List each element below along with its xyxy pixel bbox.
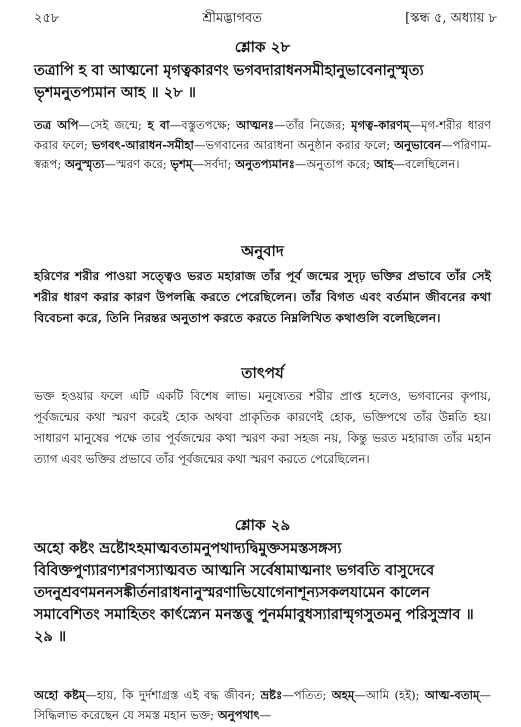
verse-29-synonyms [34,686,491,725]
synonym-meaning: —হায়, কি দুর্দশাগ্রস্ত এই বদ্ধ জীবন; [85,688,261,702]
synonym-word: আত্মনঃ [236,118,275,132]
synonym-word: আহ [373,157,394,171]
synonym-word: অনুতপ্যমানঃ [235,157,295,171]
synonym-meaning: —পরিণাম-স্বরূপ; [34,137,491,171]
synonym-meaning: —আমি (হই); [354,688,425,702]
synonym-word: তত্র অপি [34,118,79,132]
synonym-meaning: —পতিত; [282,688,332,702]
verse-28-heading: শ্লোক ২৮ [234,38,291,56]
synonym-meaning: —অনুতাপ করে; [294,157,374,171]
verse-28-sanskrit: তত্রাপি হ বা আত্মনো মৃগত্বকারণং ভগবদারাধনসমীহানুভাবেনানুস্মৃত্য ভৃশমনুতপ্যমান আহ ॥ ২৮ ॥ [34,62,424,101]
synonym-meaning: —বস্তুতপক্ষে; [169,118,237,132]
synonym-word: ভ্রষ্টঃ [260,688,283,702]
synonym-meaning: —ভগবানের আরাধনা অনুষ্ঠান করার ফলে; [193,137,395,152]
synonym-word: ভগবৎ-আরাধন-সমীহা [91,137,194,152]
synonym-word: মৃগত্ব-কারণম্ [351,118,410,132]
translation-heading: অনুবাদ [241,242,284,260]
synonym-meaning: — [259,707,272,722]
verse-29-sanskrit: অহো কষ্টং ভ্রষ্টোঽহমাত্মবতামনুপথাদ্যদ্বিমুক্তসমস্তসঙ্গস্য বিবিক্তপুণ্যারণ্যশরণস্যাত্মবত আত্মনি সর্বেষামাত্মনাং ভগবতি বাসুদেবে তদনুশ্রবণমননসঙ্কীর্তনারাধনানুস্মরণাভিযোগেনাশূন্যসকলযামেন কালেন সমাবেশিতং সমাহিতং কার্ৎস্ন্যেন মনস্তত্তু পুনর্মমাবুধস্যারান্মৃগসুতমনু পরিসুস্রাব ॥ ২৯ ॥ [34,540,474,645]
synonym-meaning: —মৃগ-শরীর ধারণ করার ফলে; [34,118,491,152]
verse-29-heading: শ্লোক ২৯ [234,516,291,534]
synonym-meaning: —সিদ্ধিলাভ করেছেন যে সমস্ত মহান ভক্ত; [34,688,491,722]
synonym-meaning: —সর্বদা; [192,157,236,171]
page-number: ২৫৮ [34,10,60,26]
synonym-word: অনুপথাৎ [217,707,260,722]
synonym-word: অহম্ [331,688,355,702]
synonym-word: হ বা [147,118,170,132]
synonym-meaning: —স্মরণ করে; [104,157,171,171]
translation-text: হরিণের শরীর পাওয়া সত্ত্বেও ভরত মহারাজ তাঁর পূর্ব জন্মের সুদৃঢ় ভক্তির প্রভাবে তাঁর সেই শরীর ধারণ করার কারণ উপলব্ধি করতে পেরেছিলেন। তাঁর বিগত এবং বর্তমান জীবনের কথা বিবেচনা করে, তিনি নিরন্তর অনুতাপ করতে করতে নিম্নলিখিত কথাগুলি বলেছিলেন। [34,269,491,325]
page-header [34,8,497,30]
synonym-word: আত্ম-বতাম্ [424,688,480,702]
synonym-word: ভৃশম্ [170,157,193,171]
synonym-meaning: —সেই জন্মে; [78,118,148,132]
purport-text: ভক্ত হওয়ার ফলে এটি একটি বিশেষ লাভ। মনুষ্যেতর শরীর প্রাপ্ত হলেও, ভগবানের কৃপায়, পূর্বজন্মের কথা স্মরণ করেই হোক অথবা প্রাকৃতিক কারণেই হোক, ভক্তিপথে তাঁর উন্নতি হয়। সাধারণ মানুষের পক্ষে তার পূর্বজন্মের কথা স্মরণ করা সহজ নয়, কিন্তু ভরত মহারাজ তাঁর মহান ত্যাগ এবং ভক্তির প্রভাবে তাঁর পূর্বজন্মের কথা স্মরণ করতে পেরেছিলেন। [34,389,491,466]
chapter-reference: [স্কন্ধ ৫, অধ্যায় ৮ [405,10,497,26]
synonym-meaning: —বলেছিলেন। [393,157,460,171]
synonym-word: অনুভাবেন [394,137,442,152]
synonym-meaning: —তাঁর নিজের; [274,118,352,132]
purport-heading: তাৎপর্য [241,364,284,382]
synonym-word: অহো কষ্টম্ [34,688,86,702]
synonym-word: অনুস্মৃত্য [64,157,105,171]
verse-28-synonyms [34,116,491,175]
book-title: শ্রীমদ্ভাগবত [202,10,263,26]
